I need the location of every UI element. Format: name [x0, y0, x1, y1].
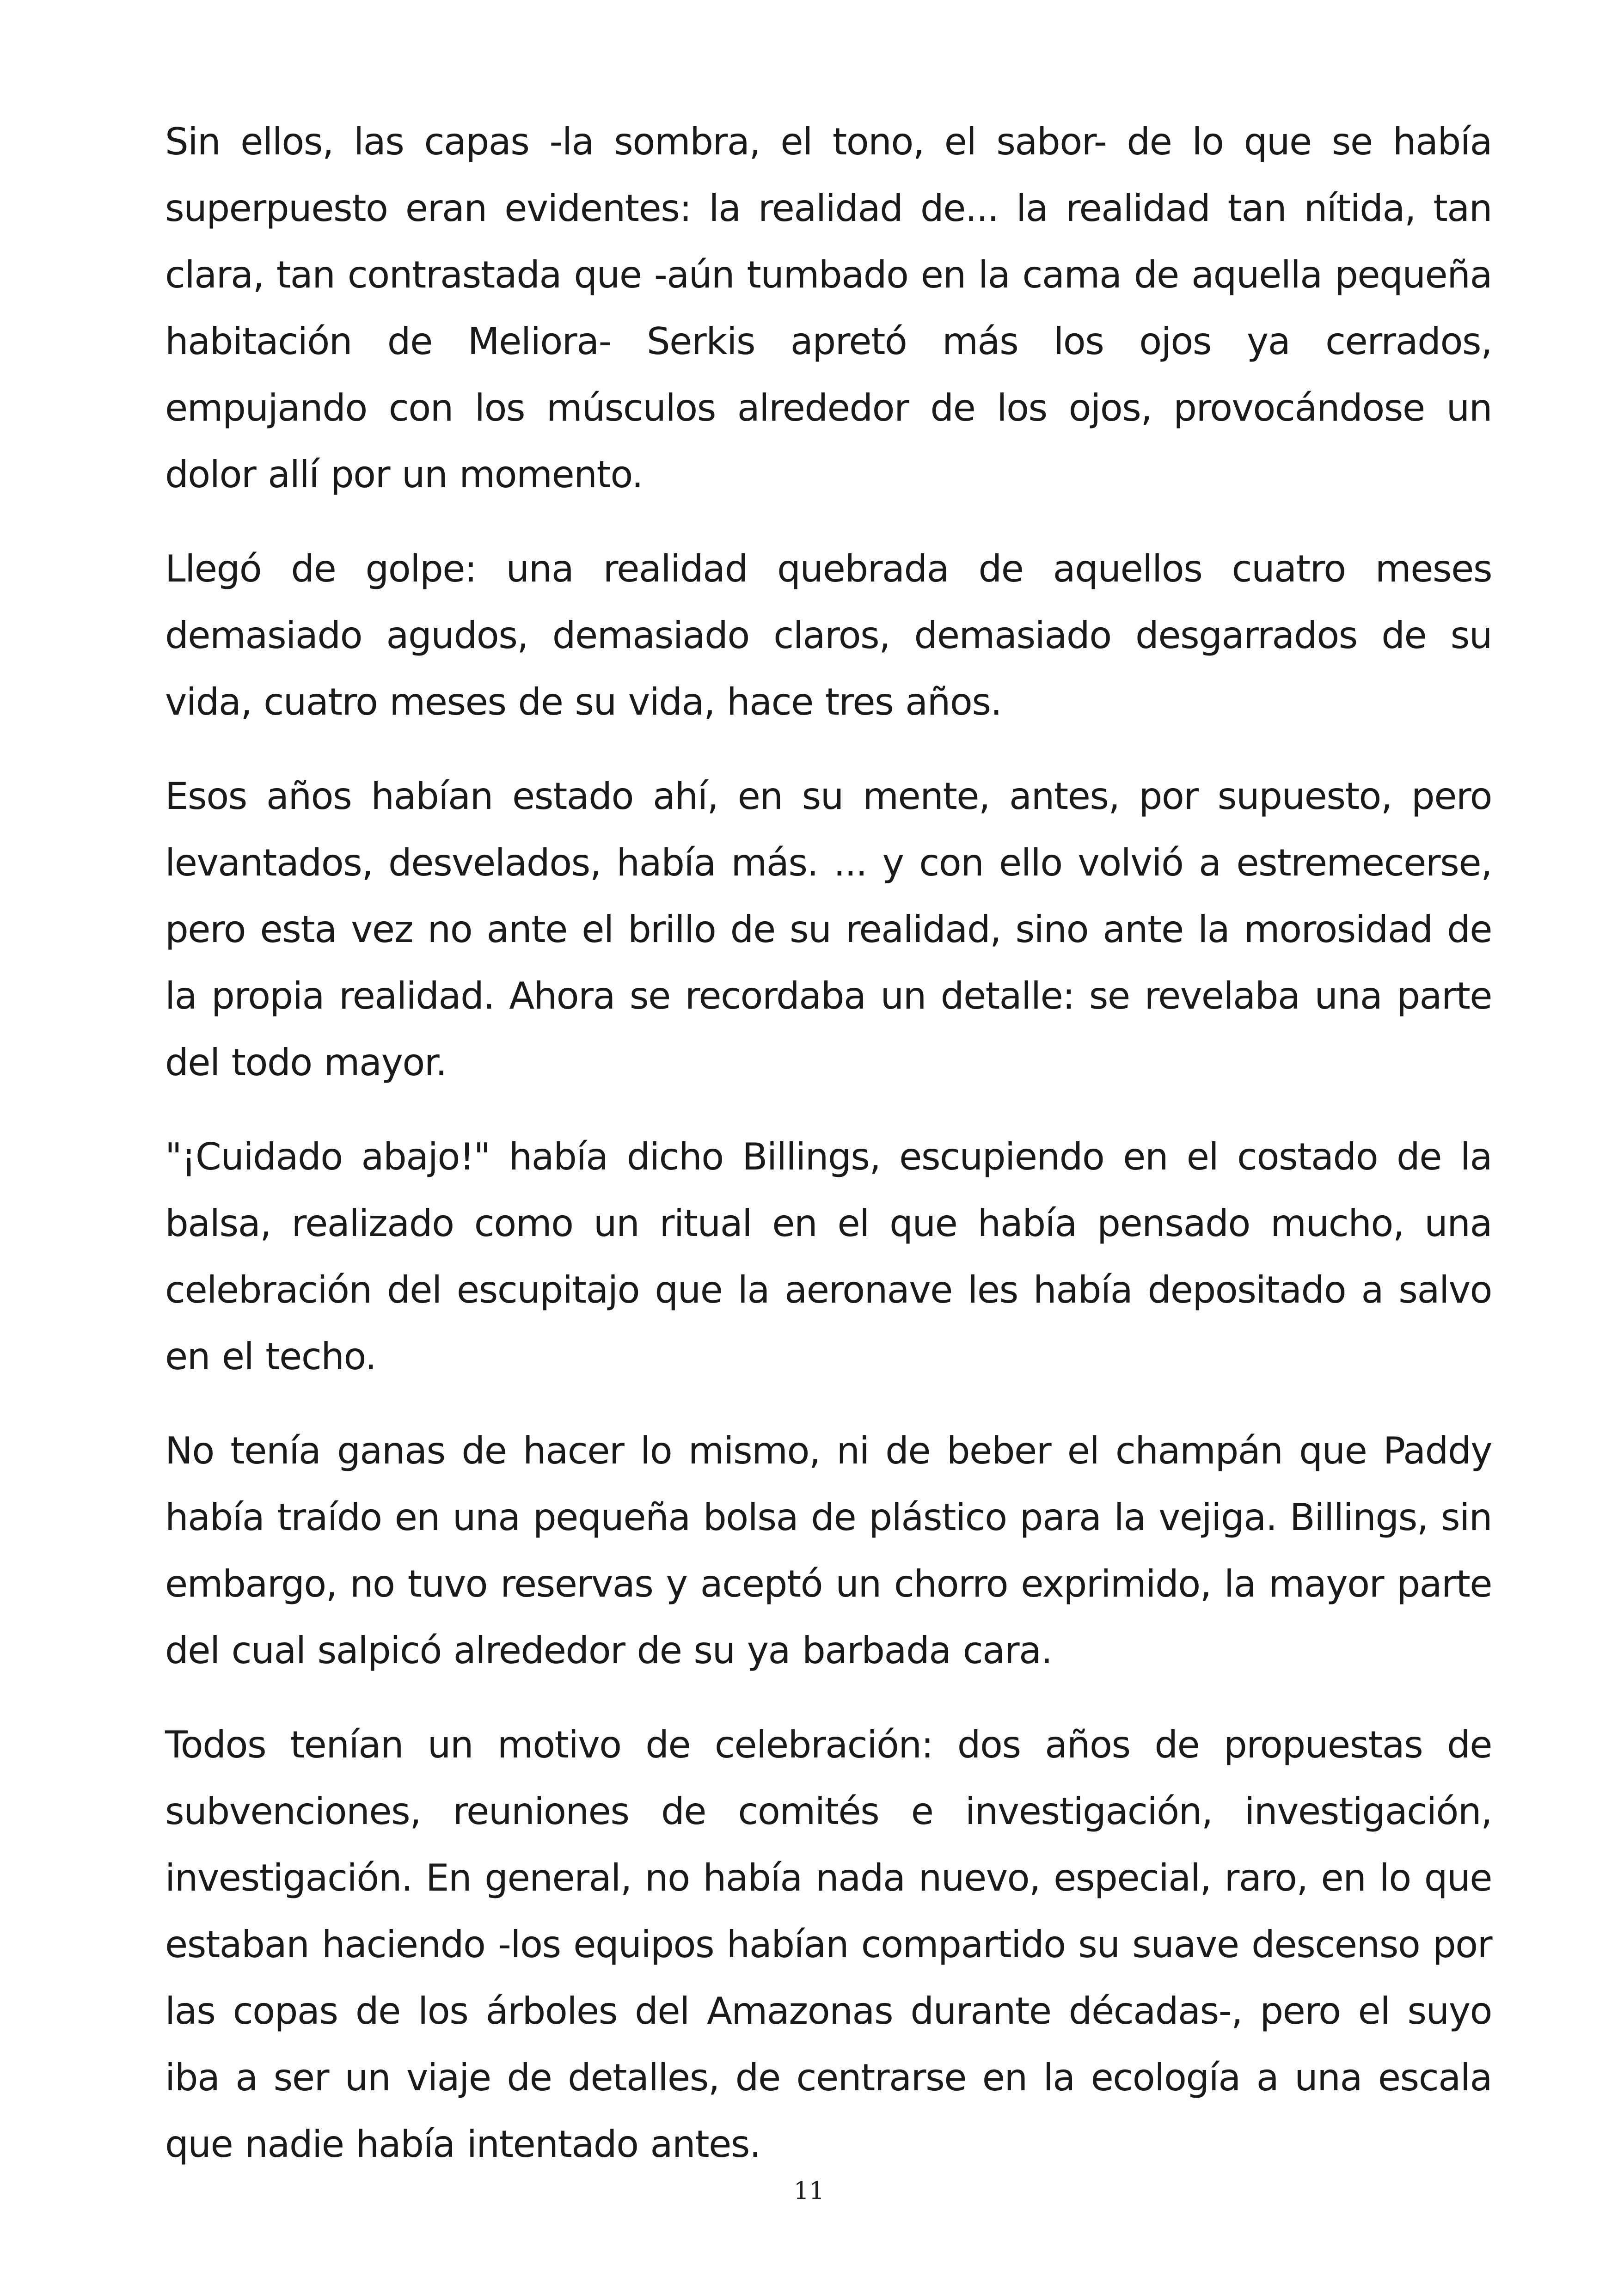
page-body — [165, 109, 1492, 2205]
paragraph-2: Llegó de golpe: una realidad quebrada de aquellos cuatro meses demasiado agudos, demasiado claros, demasiado desgarrados de su vida, cuatro meses de su vida, hace tres años. — [165, 547, 1492, 723]
paragraph-3: Esos años habían estado ahí, en su mente, antes, por supuesto, pero levantados, desvelados, había más. ... y con ello volvió a estremecerse, pero esta vez no ante el brillo de su realidad, sino ante la morosidad de la propia realidad. Ahora se recordaba un detalle: se revelaba una parte del todo mayor. — [165, 775, 1492, 1084]
page-number: 11 — [793, 2177, 825, 2205]
paragraph-5: No tenía ganas de hacer lo mismo, ni de beber el champán que Paddy había traído en una pequeña bolsa de plástico para la vejiga. Billings, sin embargo, no tuvo reservas y aceptó un chorro exprimido, la mayor parte del cual salpicó alrededor de su ya barbada cara. — [165, 1429, 1492, 1672]
paragraph-1: Sin ellos, las capas -la sombra, el tono, el sabor- de lo que se había superpuesto eran evidentes: la realidad de... la realidad tan nítida, tan clara, tan contrastada que -aún tumbado en la cama de aquella pequeña habitación de Meliora- Serkis apretó más los ojos ya cerrados, empujando con los músculos alrededor de los ojos, provocándose un dolor allí por un momento. — [165, 120, 1492, 496]
paragraph-6: Todos tenían un motivo de celebración: dos años de propuestas de subvenciones, reuniones de comités e investigación, investigación, investigación. En general, no había nada nuevo, especial, raro, en lo que estaban haciendo -los equipos habían compartido su suave descenso por las copas de los árboles del Amazonas durante décadas-, pero el suyo iba a ser un viaje de detalles, de centrarse en la ecología a una escala que nadie había intentado antes. — [165, 1723, 1492, 2166]
paragraph-4: "¡Cuidado abajo!" había dicho Billings, escupiendo en el costado de la balsa, realizado como un ritual en el que había pensado mucho, una celebración del escupitajo que la aeronave les había depositado a salvo en el techo. — [165, 1135, 1492, 1378]
